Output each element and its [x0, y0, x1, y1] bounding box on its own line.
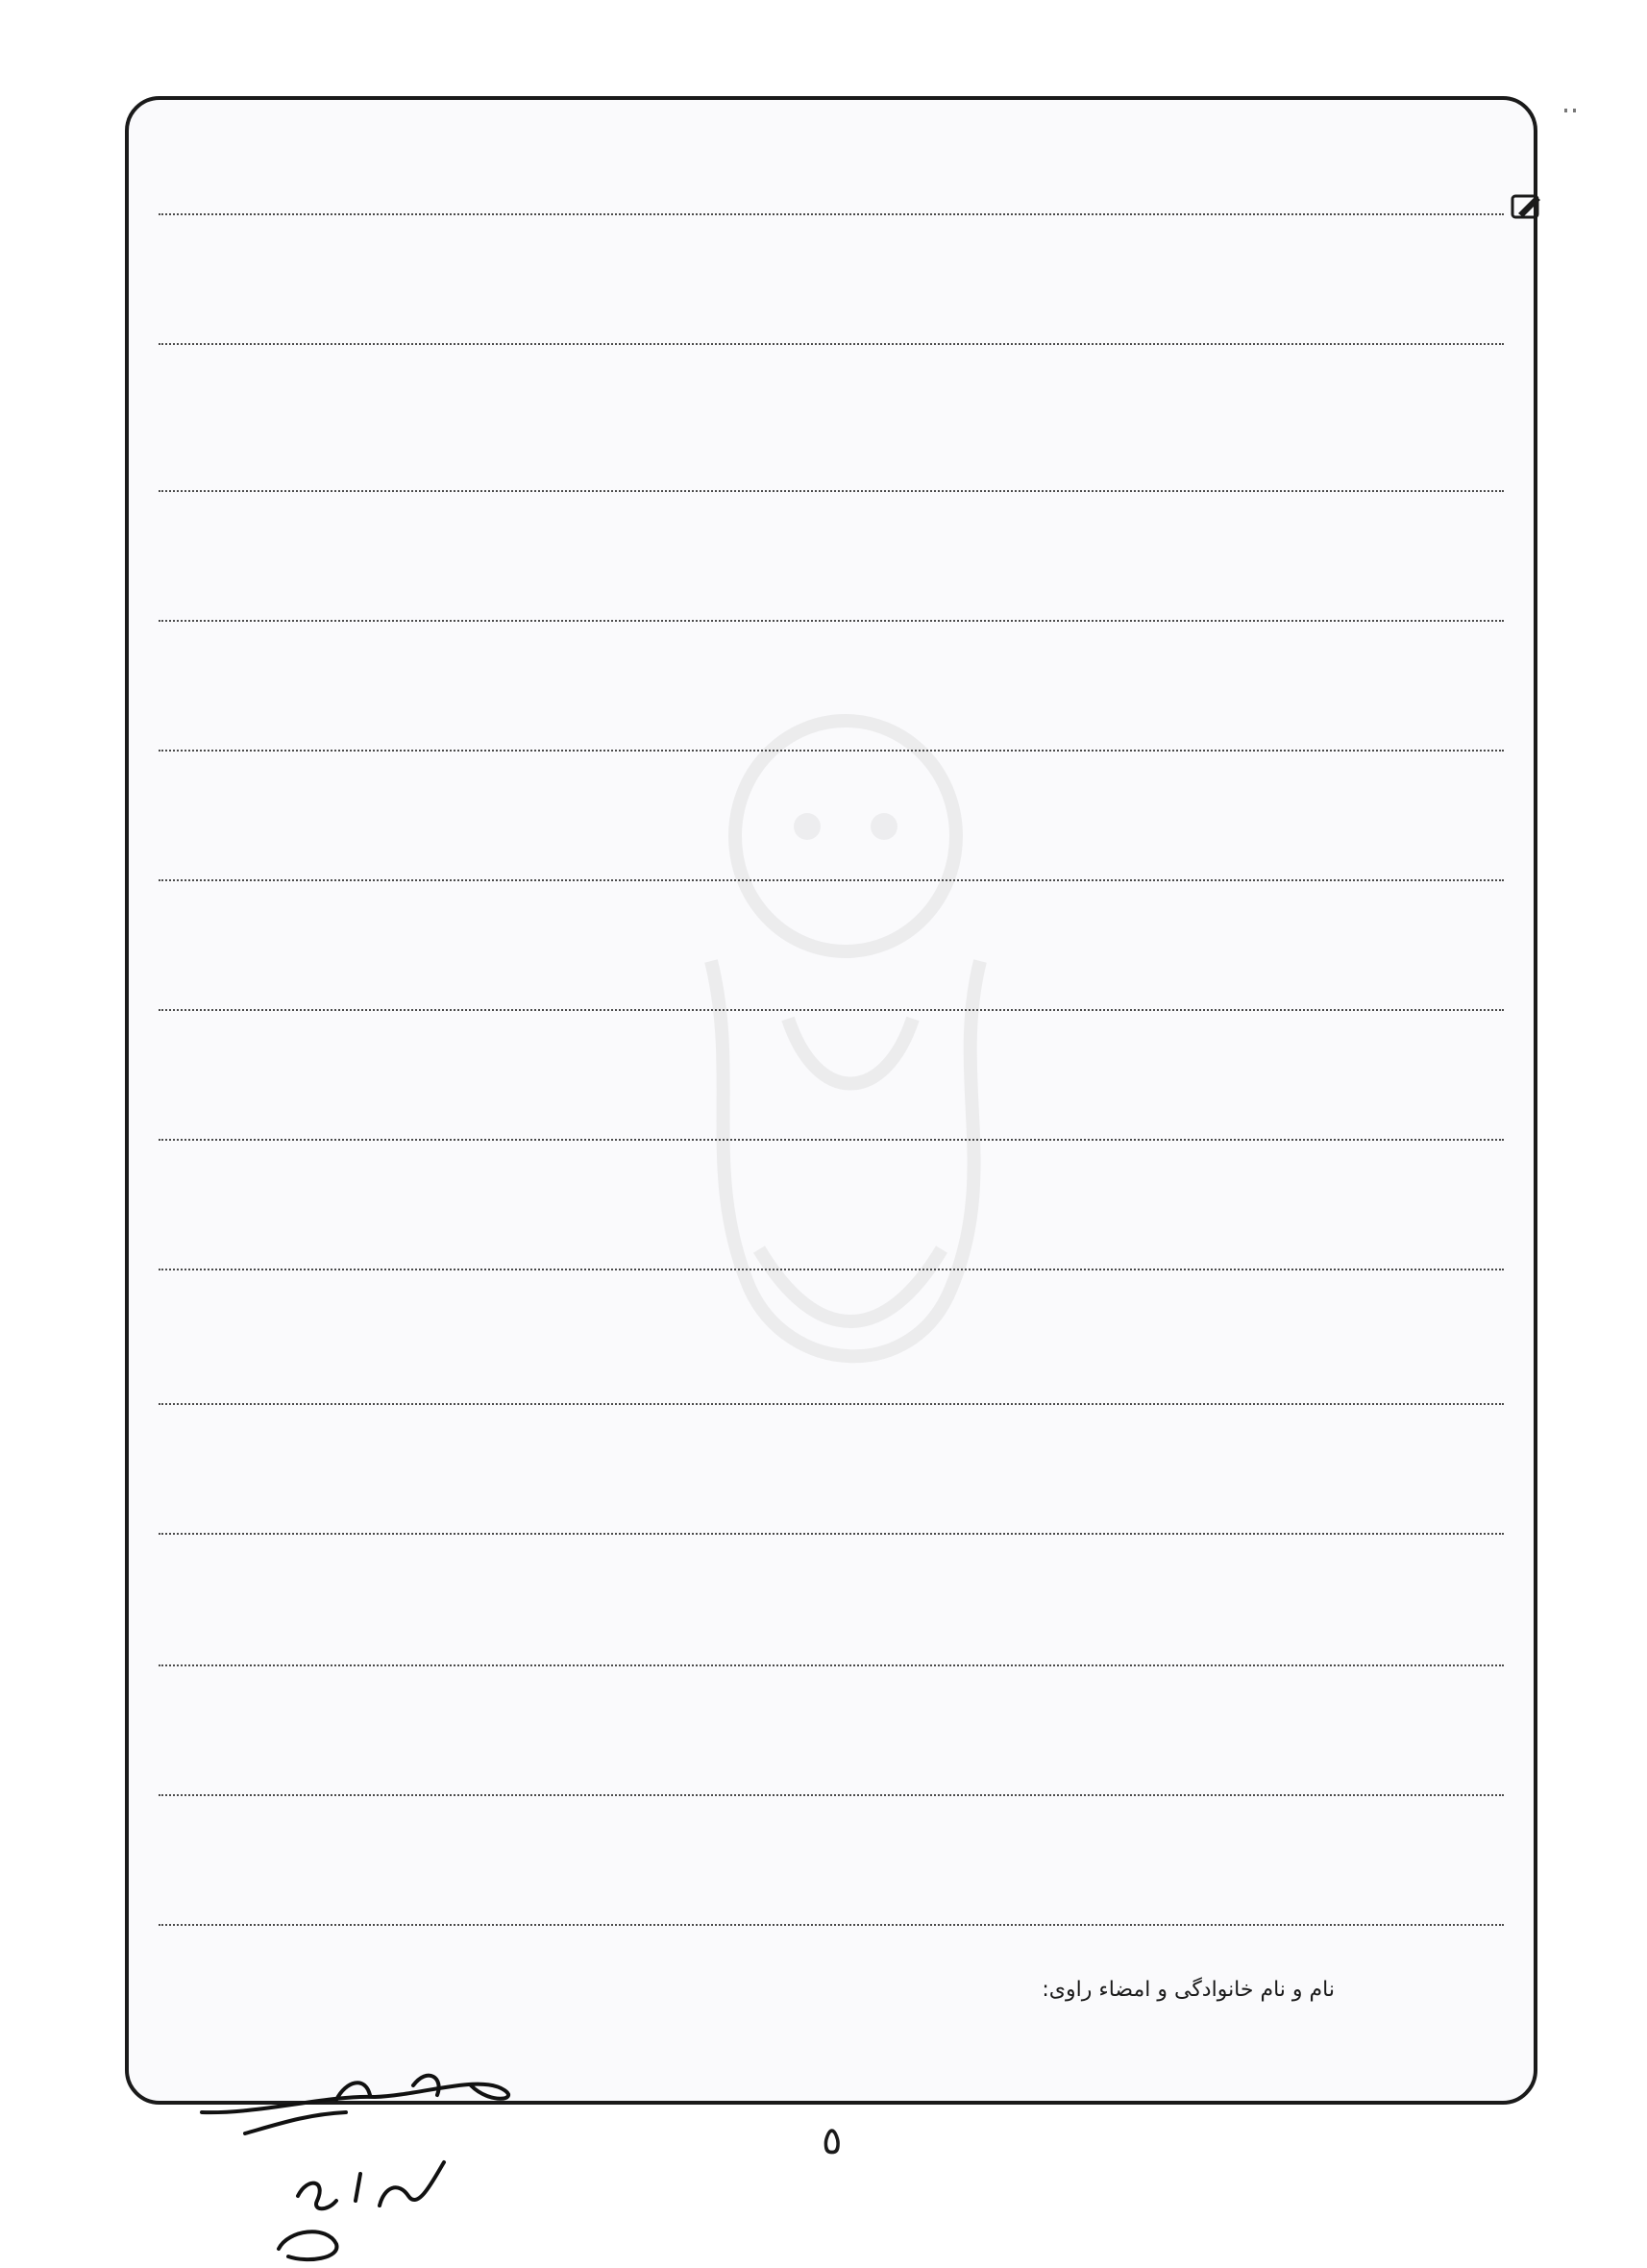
writing-line — [159, 1403, 1504, 1405]
writing-line — [159, 750, 1504, 752]
writing-line — [159, 1924, 1504, 1926]
writing-line — [159, 879, 1504, 881]
scan-speck — [1564, 108, 1578, 113]
writing-line — [159, 1269, 1504, 1270]
page-number: ٥ — [822, 2119, 843, 2163]
writing-line — [159, 1139, 1504, 1141]
writing-line — [159, 1794, 1504, 1796]
writing-line — [159, 620, 1504, 622]
background-watermark — [596, 673, 1095, 1480]
writing-line — [159, 213, 1504, 215]
pen-icon — [1511, 192, 1543, 221]
writing-line — [159, 343, 1504, 345]
writing-line — [159, 490, 1504, 492]
handwritten-signature — [192, 2066, 577, 2268]
narrator-signature-label: نام و نام خانوادگی و امضاء راوی: — [1042, 1978, 1335, 2002]
writing-line — [159, 1009, 1504, 1011]
writing-line — [159, 1533, 1504, 1535]
writing-line — [159, 1664, 1504, 1666]
